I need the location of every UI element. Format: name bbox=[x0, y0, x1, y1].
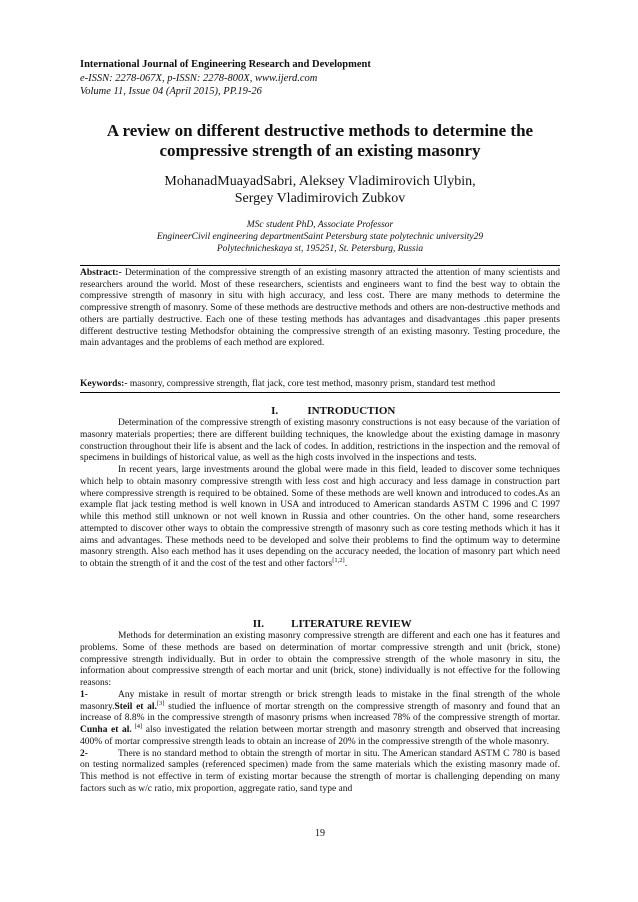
introduction-body bbox=[80, 418, 560, 571]
list-item-text: also investigated the relation between mortar strength and masonry strength and observed that increasing 400% of mortar compressive strength leads to obtain an increase of 20% in the compressive strength of the whole masonry. bbox=[80, 725, 560, 747]
intro-paragraph-2-text: In recent years, large investments around the global were made in this field, leaded to discover some techniques which help to obtain masonry compressive strength with less cost and high accuracy and less damage in construction part where compressive strength is required to be obtained. Some of these methods are well known and introduced to codes.As an example flat jack testing method is well known in USA and introduced to American standards ASTM C 1996 and C 1997 while this method still unknown or not well known in Russia and other countries. On the other hand, some researchers attempted to discover other ways to obtain the compressive strength of masonry such as core testing methods which it has it aims and advantages. These methods need to be developed and solve their problems to find the optimum way to determine masonry strength. Also each method has it uses depending on the accuracy needed, the location of masonry part which need to obtain the strength of it and the cost of the test and other factors bbox=[80, 465, 560, 569]
authors bbox=[80, 173, 560, 207]
paper-title: A review on different destructive methods to determine the compressive strength of an existing masonry bbox=[106, 121, 534, 160]
authors-line-2: Sergey Vladimirovich Zubkov bbox=[234, 191, 406, 206]
affiliation bbox=[80, 219, 560, 255]
intro-paragraph-2 bbox=[80, 465, 560, 571]
page-number: 19 bbox=[315, 828, 325, 839]
section-number: II. bbox=[252, 618, 265, 630]
literature-review-body bbox=[80, 631, 560, 796]
keywords-text: masonry, compressive strength, flat jack, core test method, masonry prism, standard test method bbox=[127, 379, 496, 389]
authors-line-1: MohanadMuayadSabri, Aleksey Vladimirovich Ulybin, bbox=[164, 174, 476, 189]
affiliation-line-2: EngineerCivil engineering departmentSaint Petersburg state polytechnic university29 bbox=[156, 232, 484, 242]
list-item bbox=[80, 690, 560, 749]
review-paragraph-1: Methods for determination an existing masonry compressive strength are different and each one has it features and problems. Some of these methods are based on determination of mortar compressive strength and unit (brick, stone) compressive strength individually. But in order to obtain the compressive strength of the whole masonry in situ, the information about compressive strength of each mortar and unit (brick, stone) individually is not effective for the following reasons: bbox=[80, 631, 560, 688]
intro-paragraph-1: Determination of the compressive strength of existing masonry constructions is not easy because of the variation of masonry materials properties; there are different building techniques, the knowledge about the existing damage in masonry construction throughout their life is absent and the lack of codes. In addition, restrictions in the inspection and the removal of specimens in buildings of historical value, as well as the high costs involved in the inspections and tests. bbox=[80, 418, 560, 464]
list-item-text: Any mistake in result of mortar strength or brick strength leads to mistake in the final strength of the whole masonry. bbox=[80, 689, 560, 712]
citation: [4] bbox=[131, 723, 143, 730]
keywords bbox=[80, 379, 560, 391]
list-item-number: 1- bbox=[80, 689, 88, 700]
bottom-rule bbox=[80, 392, 560, 393]
list-item-text: studied the influence of mortar strength on the compressive strength of masonry and found that an increase of 8.8% in the compressive strength of masonry prisms when increased 78% of the compressive strength of mortar. bbox=[80, 701, 560, 724]
author-citation: Cunha et al. bbox=[80, 725, 132, 735]
list-item-number: 2- bbox=[80, 748, 88, 759]
citation: [3] bbox=[156, 699, 165, 707]
keywords-label: Keywords:- bbox=[80, 379, 128, 389]
affiliation-line-3: Polytechnicheskaya st, 195251, St. Petersburg, Russia bbox=[216, 244, 424, 254]
section-title: INTRODUCTION bbox=[307, 405, 396, 417]
intro-paragraph-2-end: . bbox=[344, 559, 348, 569]
journal-issn: e-ISSN: 2278-067X, p-ISSN: 2278-800X, www.ijerd.com bbox=[80, 72, 318, 84]
journal-header bbox=[80, 58, 560, 99]
list-item bbox=[80, 749, 560, 796]
section-number: I. bbox=[271, 405, 279, 417]
section-heading-introduction bbox=[80, 405, 560, 417]
author-citation: Steil et al. bbox=[114, 701, 157, 712]
journal-volume: Volume 11, Issue 04 (April 2015), PP.19-26 bbox=[80, 86, 262, 97]
list-item-text: There is no standard method to obtain the strength of mortar in situ. The American standard ASTM C 780 is based on testing normalized samples (referenced specimen) made from the same materials which the existing masonry made of. This method is not effective in term of existing mortar because the strength of mortar is challenging depending on many factors such as w/c ratio, mix proportion, aggregate ratio, sand type and bbox=[80, 748, 560, 794]
citation: [1,2] bbox=[332, 557, 345, 564]
section-title: LITERATURE REVIEW bbox=[291, 618, 412, 630]
abstract bbox=[80, 268, 560, 350]
journal-name: International Journal of Engineering Research and Development bbox=[80, 59, 371, 70]
top-rule bbox=[80, 265, 560, 266]
affiliation-line-1: MSc student PhD, Associate Professor bbox=[246, 220, 394, 230]
abstract-text: Determination of the compressive strength of an existing masonry attracted the attention of many scientists and researchers around the world. Most of these researchers, scientists and engineers want to find the best way to obtain the compressive strength of masonry in situ with high accuracy, and less cost. There are many methods to determine the compressive strength of masonry. Some of these methods are destructive methods and others are non-destructive methods and others are partially destructive. Each one of these testing methods has advantages and disadvantages .this paper presents different destructive testing Methodsfor obtaining the compressive strength of an existing masonry. Testing procedure, the main advantages and the problems of each method are explored. bbox=[80, 268, 560, 349]
section-heading-literature-review bbox=[80, 618, 560, 630]
abstract-label: Abstract:- bbox=[80, 268, 122, 278]
